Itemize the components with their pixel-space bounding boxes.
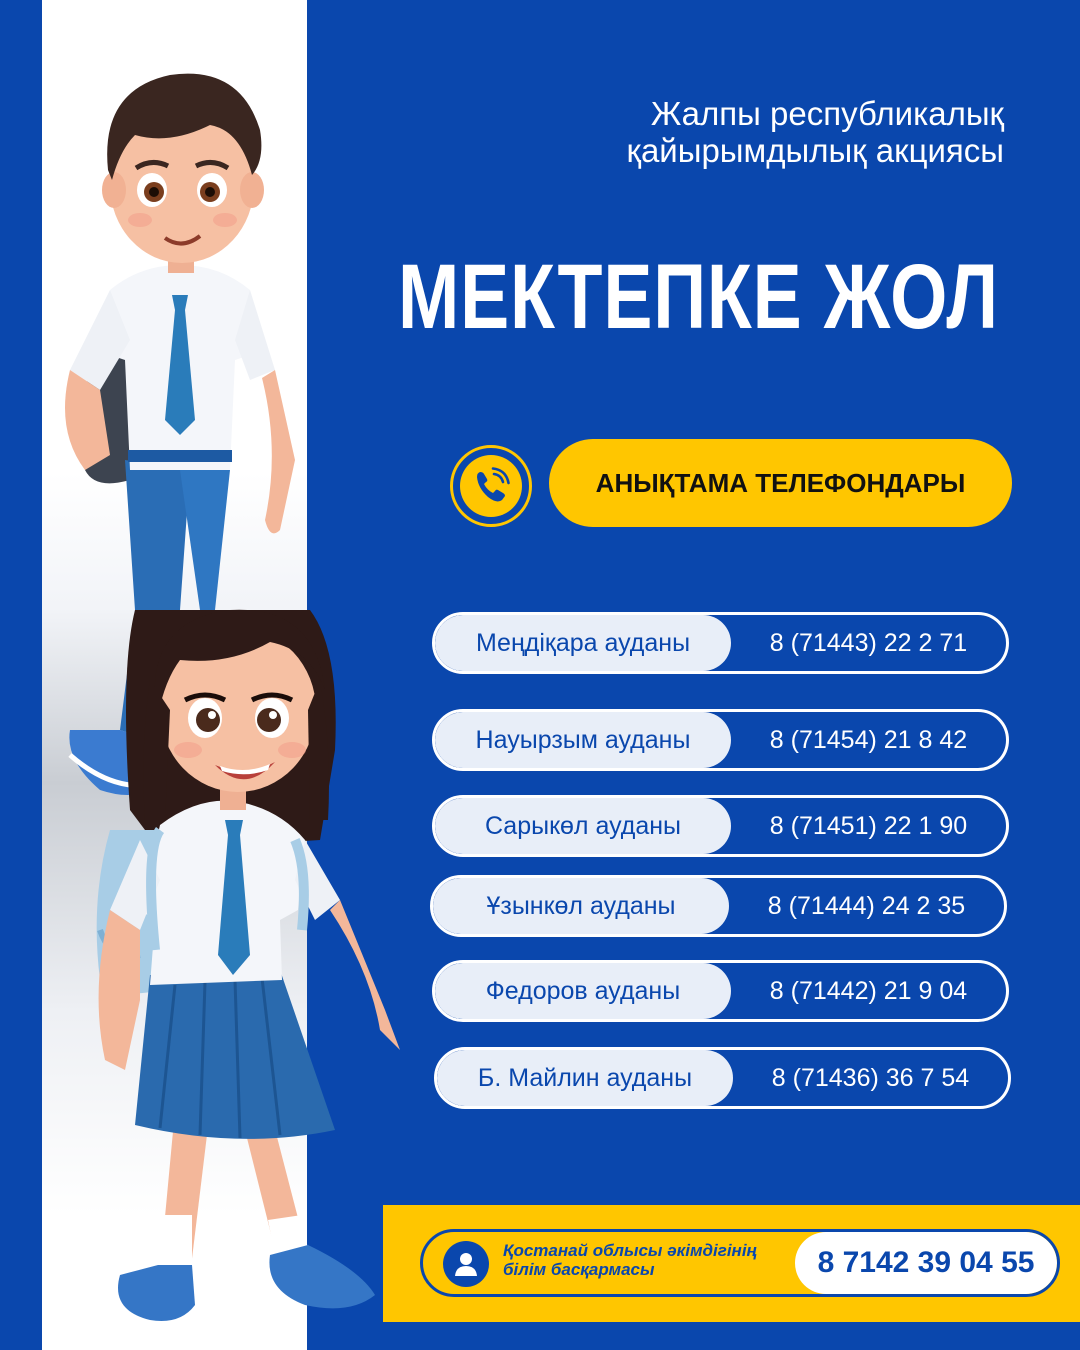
district-name: Науырзым ауданы bbox=[435, 712, 731, 768]
phone-icon bbox=[460, 455, 522, 517]
district-name: Б. Майлин ауданы bbox=[437, 1050, 733, 1106]
left-blue-strip bbox=[0, 0, 42, 1350]
footer-contact bbox=[420, 1229, 1060, 1297]
footer-bar bbox=[383, 1205, 1080, 1322]
district-name: Федоров ауданы bbox=[435, 963, 731, 1019]
list-item bbox=[432, 960, 1009, 1022]
page-title: МЕКТЕПКЕ ЖОЛ bbox=[398, 246, 999, 348]
user-icon bbox=[443, 1241, 489, 1287]
school-children-illustration bbox=[40, 50, 420, 1330]
list-item bbox=[430, 875, 1007, 937]
subtitle-line-1: Жалпы республикалық bbox=[650, 95, 1004, 132]
list-item bbox=[432, 612, 1009, 674]
district-name: Ұзынкөл ауданы bbox=[433, 878, 729, 934]
district-phone[interactable]: 8 (71444) 24 2 35 bbox=[767, 891, 966, 920]
subtitle-line-2: қайырымдылық акциясы bbox=[626, 132, 1004, 169]
phone-icon-badge bbox=[450, 445, 532, 527]
district-phone[interactable]: 8 (71454) 21 8 42 bbox=[769, 725, 968, 754]
list-item bbox=[432, 709, 1009, 771]
district-phone[interactable]: 8 (71442) 21 9 04 bbox=[769, 976, 968, 1005]
organization-name bbox=[503, 1241, 793, 1279]
district-phone[interactable]: 8 (71451) 22 1 90 bbox=[769, 811, 968, 840]
help-phones-label: АНЫҚТАМА ТЕЛЕФОНДАРЫ bbox=[549, 439, 1012, 527]
district-phone[interactable]: 8 (71443) 22 2 71 bbox=[769, 628, 968, 657]
girl-figure bbox=[97, 610, 400, 1321]
district-phone[interactable]: 8 (71436) 36 7 54 bbox=[771, 1063, 970, 1092]
organization-line-2: білім басқармасы bbox=[503, 1260, 655, 1279]
district-name: Меңдіқара ауданы bbox=[435, 615, 731, 671]
list-item bbox=[432, 795, 1009, 857]
main-phone-number[interactable]: 8 7142 39 04 55 bbox=[795, 1232, 1057, 1294]
organization-line-1: Қостанай облысы әкімдігінің bbox=[503, 1241, 757, 1260]
district-name: Сарыкөл ауданы bbox=[435, 798, 731, 854]
campaign-subtitle bbox=[524, 95, 1004, 169]
list-item bbox=[434, 1047, 1011, 1109]
